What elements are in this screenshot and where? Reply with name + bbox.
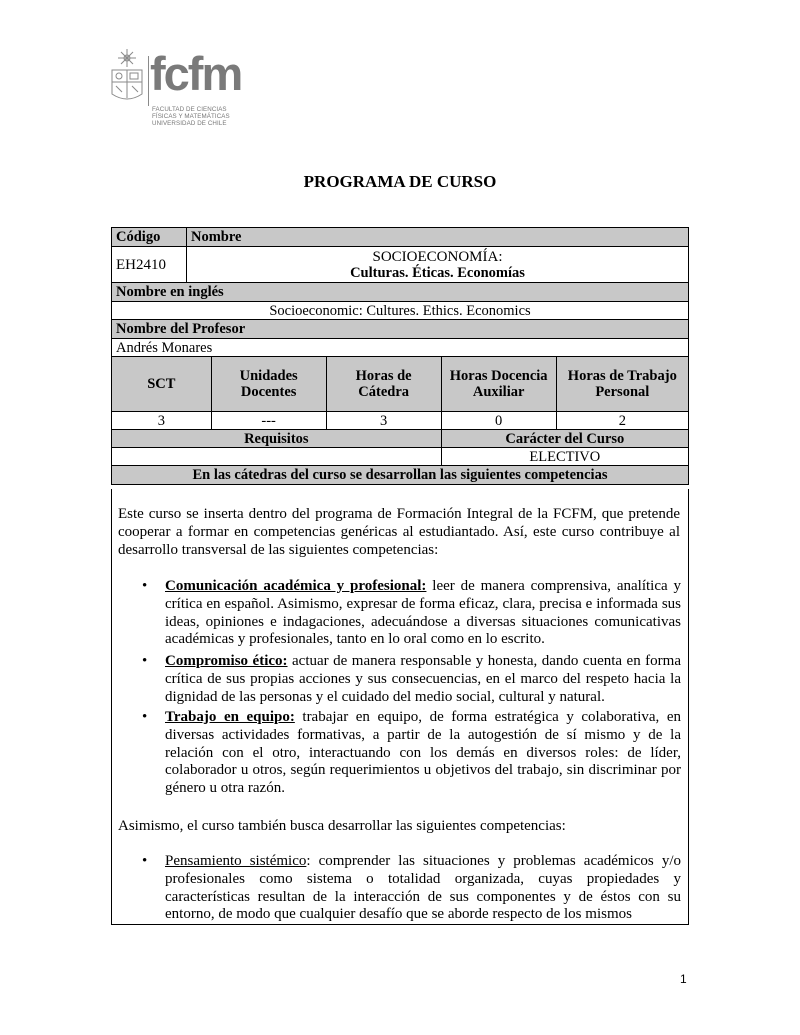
horas-personal-value: 2	[556, 412, 688, 430]
intro-paragraph: Este curso se inserta dentro del programa de Formación Integral de la FCFM, que pretende cooperar a formar en competencias genéricas al estudiantado. Así, este curso contribuye al desarrollo transversal de las siguientes competencias:	[118, 506, 680, 558]
sct-header: SCT	[112, 357, 212, 412]
page-number: 1	[680, 972, 687, 986]
bullet-icon: •	[142, 853, 148, 869]
bullet-icon: •	[142, 578, 148, 594]
requisitos-value	[112, 448, 442, 466]
second-intro: Asimismo, el curso también busca desarrollar las siguientes competencias:	[118, 818, 566, 834]
horas-catedra-header: Horas de Cátedra	[326, 357, 441, 412]
horas-personal-header: Horas de Trabajo Personal	[556, 357, 688, 412]
sct-value: 3	[112, 412, 212, 430]
page-title: PROGRAMA DE CURSO	[303, 172, 497, 191]
codigo-header: Código	[112, 228, 187, 247]
profesor-header: Nombre del Profesor	[112, 320, 689, 339]
unidades-header: Unidades Docentes	[211, 357, 326, 412]
ingles-value: Socioeconomic: Cultures. Ethics. Economics	[112, 302, 689, 320]
horas-catedra-value: 3	[326, 412, 441, 430]
logo-brand: fcfm	[150, 47, 242, 100]
requisitos-header: Requisitos	[112, 430, 442, 448]
codigo-value: EH2410	[112, 247, 187, 283]
list-item: Compromiso ético: actuar de manera responsable y honesta, dando cuenta en forma crítica de sus propias acciones y sus consecuencias, en el marco del respeto hacia la dignidad de las personas y el cuidado del medio social, cultural y natural.	[165, 653, 681, 705]
list-item: Comunicación académica y profesional: leer de manera comprensiva, analítica y crítica en español. Asimismo, expresar de forma eficaz, clara, precisa e informada sus ideas, opiniones e indagaciones, adecuándose a diversas situaciones comunicativas académicas y profesionales, tanto en lo oral como en lo escrito.	[165, 578, 682, 648]
fcfm-logo	[108, 44, 253, 136]
caracter-value: ELECTIVO	[441, 448, 688, 466]
caracter-header: Carácter del Curso	[441, 430, 688, 448]
unidades-value: ---	[211, 412, 326, 430]
nombre-value: SOCIOECONOMÍA: Culturas. Éticas. Economías	[187, 247, 689, 283]
bullet-icon: •	[142, 709, 148, 725]
logo-subtitle: FACULTAD DE CIENCIAS FÍSICAS Y MATEMÁTICAS UNIVERSIDAD DE CHILE	[152, 106, 230, 127]
list-item: Pensamiento sistémico: comprender las situaciones y problemas académicos y/o profesionales como sistema o totalidad organizada, cuyas propiedades y características resultan de la interacción de sus componentes y de éstos con su entorno, de modo que cualquier desafío que se aborde respecto de los mismos	[165, 853, 681, 923]
bullet-icon: •	[142, 653, 148, 669]
university-seal-icon	[108, 48, 146, 106]
profesor-value: Andrés Monares	[112, 339, 689, 357]
ingles-header: Nombre en inglés	[112, 283, 689, 302]
horas-auxiliar-header: Horas Docencia Auxiliar	[441, 357, 556, 412]
horas-auxiliar-value: 0	[441, 412, 556, 430]
nombre-header: Nombre	[187, 228, 689, 247]
course-table	[111, 227, 689, 485]
list-item: Trabajo en equipo: trabajar en equipo, de forma estratégica y colaborativa, en diversas actividades formativas, a partir de la autogestión de sí mismo y de la relación con el otro, interactuando con los demás en diversos roles: de líder, colaborador u otros, según requerimientos u objetivos del trabajo, sin discriminar por género u otra razón.	[165, 709, 681, 797]
logo-divider	[148, 56, 149, 106]
competencias-header: En las cátedras del curso se desarrollan las siguientes competencias	[112, 466, 689, 485]
